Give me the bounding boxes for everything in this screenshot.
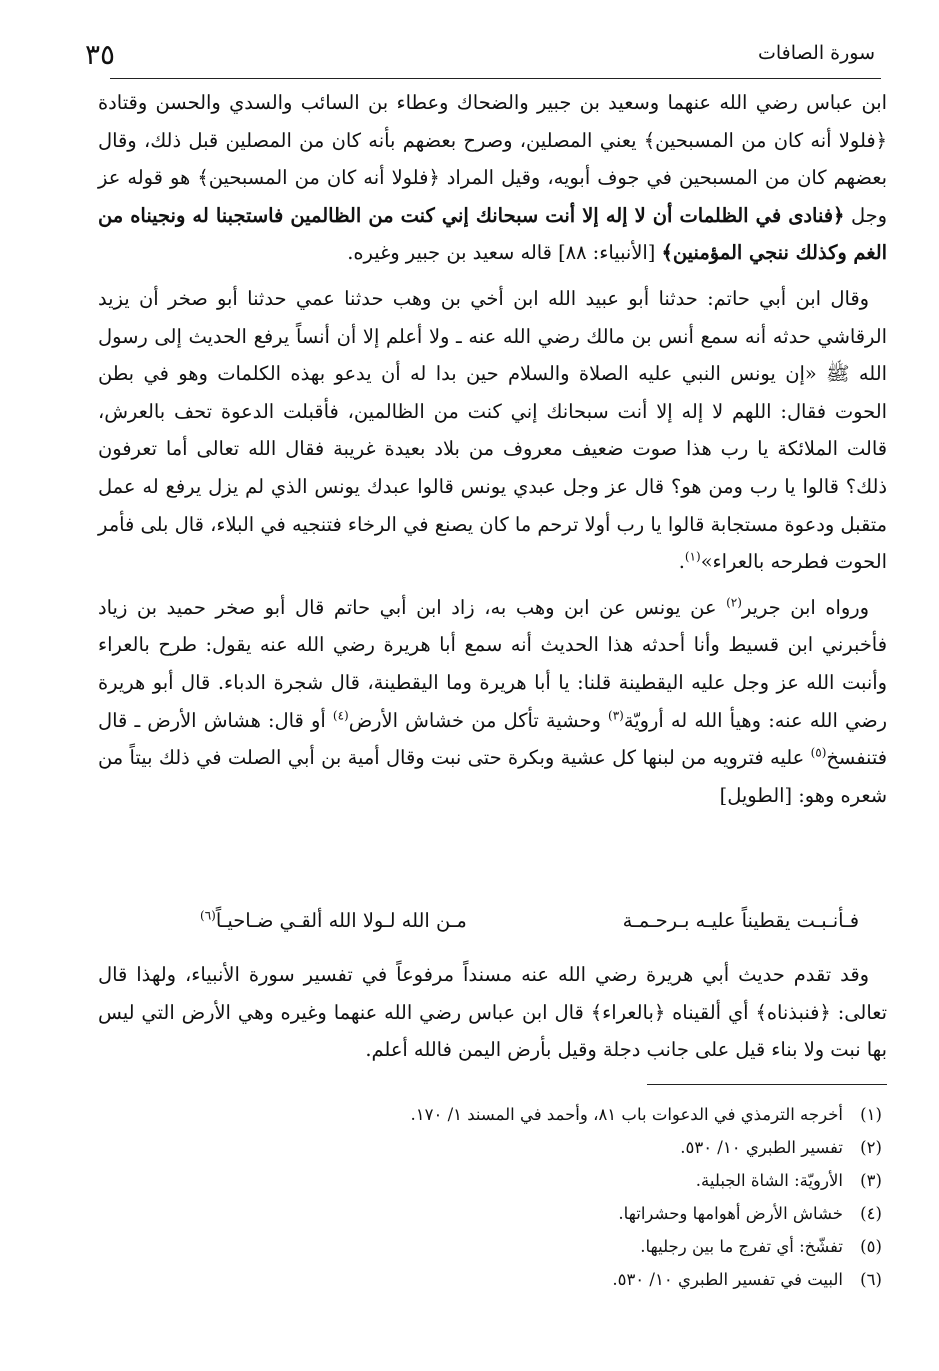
- paragraph-1-text: ابن عباس رضي الله عنهما وسعيد بن جبير والضحاك وعطاء بن السائب والسدي والحسن وقتادة ﴿فلولا أنه كان من المسبحين﴾ يعني المصلين، وصرح بعضهم بأنه كان من المصلين قبل ذلك، وقال بعضهم كان من المسبحين في جوف أبويه، وقيل المراد ﴿فلولا أنه كان من المسبحين﴾ هو قوله عز وجل: [98, 91, 887, 227]
- footnote-text: خشاش الأرض أهوامها وحشراتها.: [618, 1204, 843, 1223]
- page-header: [85, 36, 875, 76]
- quran-verse-quote: ﴿فنادى في الظلمات أن لا إله إلا أنت سبحانك إني كنت من الظالمين فاستجبنا له ونجيناه من الغم وكذلك ننجي المؤمنين﴾: [98, 203, 887, 265]
- footnote-number: (١): [860, 1105, 882, 1124]
- footnote-ref-3: (٣): [608, 708, 624, 723]
- closing-paragraph-text: وقد تقدم حديث أبي هريرة رضي الله عنه مسنداً مرفوعاً في تفسير سورة الأنبياء، ولهذا قال تعالى: ﴿فنبذناه﴾ أي ألقيناه ﴿بالعراء﴾ قال ابن عباس رضي الله عنهما وغيره وهي الأرض التي ليس بها نبت ولا بناء قيل على جانب دجلة وقيل بأرض اليمن فالله أعلم.: [98, 963, 887, 1062]
- paragraph-3-text-c: وحشية تأكل من خشاش الأرض: [348, 708, 608, 732]
- footnote-ref-4: (٤): [332, 708, 349, 723]
- paragraph-3-text-a: ورواه ابن جرير: [741, 595, 869, 619]
- verse-second-hemistich-text: مـن الله لـولا الله ألقـي ضـاحيـاً: [215, 909, 467, 932]
- paragraph-2-text: وقال ابن أبي حاتم: حدثنا أبو عبيد الله ابن أخي بن وهب حدثنا عمي حدثنا أبو صخر أن يزيد الرقاشي حدثه أنه سمع أنس بن مالك رضي الله عنه ـ ولا أعلم إلا أن أنساً يرفع الحديث إلى رسول الله ﷺ «إن يونس النبي عليه الصلاة والسلام حين بدا له أن يدعو بهذه الكلمات وهو في بطن الحوت فقال: اللهم لا إله إلا أنت سبحانك إني كنت من الظالمين، فأقبلت الدعوة تحف بالعرش، قالت الملائكة يا رب هذا صوت ضعيف معروف من بلاد بعيدة غريبة فقال الله تعالى أما تعرفون ذلك؟ قالوا يا رب ومن هو؟ قال عز وجل عبدي يونس قالوا عبدك يونس الذي لم يزل يرفع له عمل متقبل ودعوة مستجابة قالوا يا رب أولا ترحم ما كان يصنع في الرخاء فتنجيه في البلاء، قال بلى فأمر الحوت فطرحه بالعراء»: [98, 286, 887, 574]
- page-number: ٣٥: [85, 38, 116, 71]
- footnote-divider: [647, 1084, 887, 1085]
- footnote-item: [110, 1164, 887, 1197]
- footnote-ref-5: (٥): [810, 745, 827, 760]
- verse-second-hemistich: [200, 909, 467, 932]
- header-divider: [110, 78, 881, 79]
- footnote-text: تفسير الطبري ١٠/ ٥٣٠.: [680, 1138, 843, 1157]
- main-text: [98, 84, 887, 814]
- paragraph-1-end: [الأنبياء: ٨٨] قاله سعيد بن جبير وغيره.: [347, 241, 662, 265]
- verse-first-hemistich: فـأنـبـت يقطيناً عليـه بـرحـمـة: [622, 909, 859, 932]
- paragraph-3-text-b: عن يونس عن ابن وهب به، زاد ابن أبي حاتم قال أبو صخر حميد بن زياد فأخبرني ابن قسيط وأنا أحدثه هذا الحديث أنه سمع أبا هريرة رضي الله عنه يقول: طرح بالعراء وأنبت الله عز وجل عليه اليقطينة قلنا: يا أبا هريرة وما اليقطينة، قال شجرة الدباء. قال أبو هريرة رضي الله عنه: وهيأ الله له أرويّة: [98, 595, 887, 732]
- footnote-item: [110, 1098, 887, 1131]
- paragraph-3-text-e: عليه فترويه من لبنها كل عشية وبكرة حتى نبت وقال أمية بن أبي الصلت في ذلك بيتاً من شعره وهو: [الطويل]: [98, 746, 887, 807]
- paragraph-3: [98, 589, 887, 815]
- footnote-ref-6: (٦): [200, 908, 216, 923]
- paragraph-3-text-d: أو قال: هشاش الأرض ـ قال فتنفسخ: [98, 708, 887, 770]
- footnote-number: (٢): [860, 1138, 882, 1157]
- footnote-text: البيت في تفسير الطبري ١٠/ ٥٣٠.: [612, 1270, 843, 1289]
- footnote-text: تفشّخ: أي تفرج ما بين رجليها.: [640, 1237, 843, 1256]
- footnote-item: [110, 1263, 887, 1296]
- surah-title: سورة الصافات: [758, 42, 875, 64]
- paragraph-2-end: .: [678, 550, 685, 574]
- footnote-number: (٣): [860, 1171, 882, 1190]
- footnote-text: الأرويّة: الشاة الجبلية.: [695, 1171, 843, 1190]
- footnote-number: (٤): [860, 1204, 882, 1223]
- footnote-ref-2: (٢): [726, 595, 742, 610]
- paragraph-2: [98, 280, 887, 581]
- footnote-text: أخرجه الترمذي في الدعوات باب ٨١، وأحمد في المسند ١/ ١٧٠.: [410, 1105, 843, 1124]
- footnote-item: [110, 1197, 887, 1230]
- closing-paragraph: [98, 956, 887, 1069]
- paragraph-1: [98, 84, 887, 272]
- footnotes-list: [110, 1098, 887, 1296]
- footnote-number: (٦): [860, 1270, 882, 1289]
- footnote-ref-1: (١): [684, 549, 701, 564]
- footnote-item: [110, 1230, 887, 1263]
- poetry-verse: [200, 905, 859, 945]
- footnote-item: [110, 1131, 887, 1164]
- footnote-number: (٥): [860, 1237, 882, 1256]
